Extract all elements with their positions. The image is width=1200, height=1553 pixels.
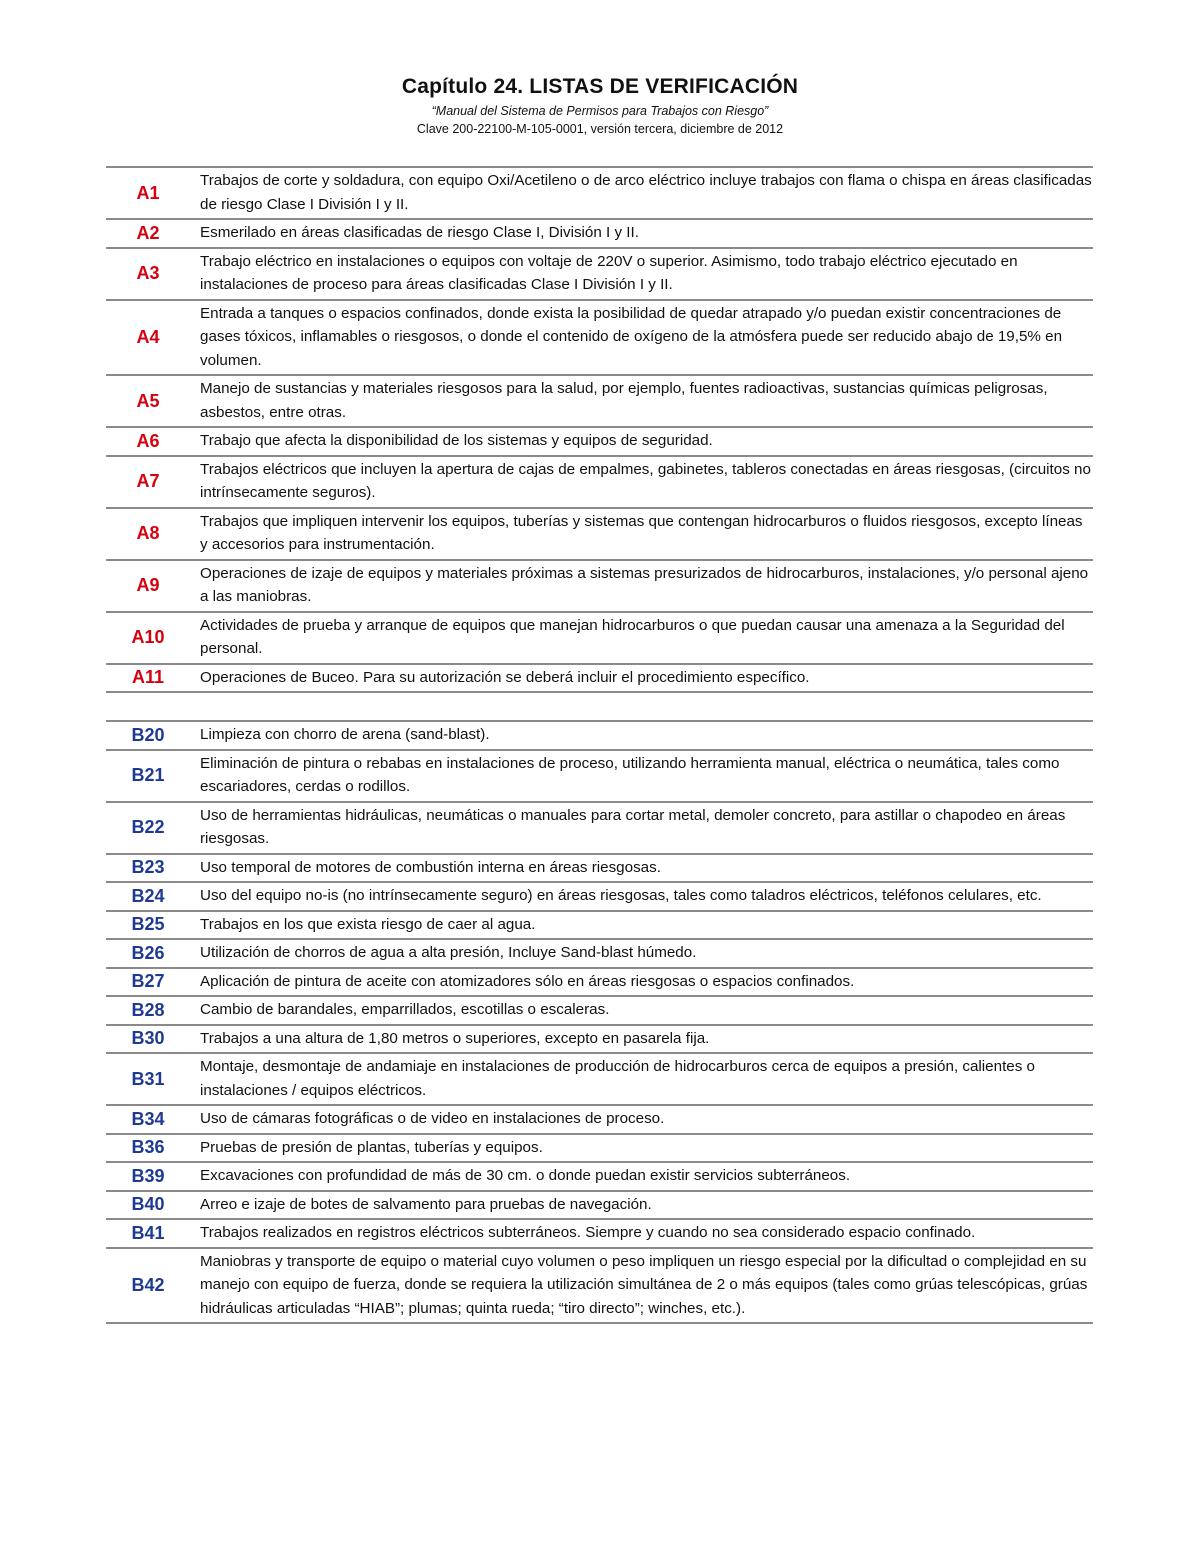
checklist-description: Excavaciones con profundidad de más de 30 cm. o donde puedan existir servicios subterráneos.	[200, 1167, 851, 1184]
checklist-description: Trabajo eléctrico en instalaciones o equipos con voltaje de 220V o superior. Asimismo, todo trabajo eléctrico ejecutado en instalaciones de proceso para áreas clasificadas Clase I División I y II.	[200, 252, 1018, 293]
checklist-code: B28	[131, 999, 165, 1020]
checklist-description: Uso del equipo no-is (no intrínsecamente seguro) en áreas riesgosas, tales como taladros eléctricos, teléfonos celulares, etc.	[200, 887, 1042, 904]
checklist-code: A9	[136, 575, 160, 595]
checklist-description: Aplicación de pintura de aceite con atomizadores sólo en áreas riesgosas o espacios confinados.	[200, 972, 855, 990]
checklist-row	[106, 997, 1093, 1026]
page-title: Capítulo 24. LISTAS DE VERIFICACIÓN	[401, 75, 799, 98]
checklist-row	[106, 1026, 1093, 1055]
checklist-code: B22	[131, 817, 165, 837]
checklist-row	[106, 803, 1093, 855]
checklist-code: B41	[131, 1222, 165, 1243]
checklist-row	[106, 1054, 1093, 1106]
checklist-row	[106, 166, 1093, 220]
checklist-description: Trabajos realizados en registros eléctricos subterráneos. Siempre y cuando no sea considerado espacio confinado.	[200, 1224, 976, 1241]
checklist-row	[106, 1192, 1093, 1221]
checklist-description: Trabajos en los que exista riesgo de caer al agua.	[200, 915, 536, 933]
checklist-description: Eliminación de pintura o rebabas en instalaciones de proceso, utilizando herramienta manual, eléctrica o neumática, tales como escariadores, cerdas o rodillos.	[200, 754, 1060, 795]
checklist-code: B24	[131, 885, 165, 906]
checklist-row	[106, 428, 1093, 457]
document-key: Clave 200-22100-M-105-0001, versión tercera, diciembre de 2012	[416, 122, 784, 136]
checklist-row	[106, 509, 1093, 561]
checklist-row	[106, 613, 1093, 665]
checklist-row	[106, 1220, 1093, 1249]
document-header	[0, 72, 1200, 138]
checklist-row	[106, 301, 1093, 377]
checklist-description: Trabajos de corte y soldadura, con equipo Oxi/Acetileno o de arco eléctrico incluye trabajos con flama o chispa en áreas clasificadas de riesgo Clase I División I y II.	[200, 172, 1092, 213]
checklist-description: Operaciones de izaje de equipos y materiales próximas a sistemas presurizados de hidrocarburos, instalaciones, y/o personal ajeno a las maniobras.	[200, 564, 1089, 605]
checklist-description: Cambio de barandales, emparrillados, escotillas o escaleras.	[200, 1001, 610, 1018]
checklist-row	[106, 883, 1093, 912]
checklist-code: B23	[131, 857, 165, 878]
checklist-row	[106, 665, 1093, 694]
checklist-row	[106, 1249, 1093, 1325]
checklist-row	[106, 376, 1093, 428]
checklist-code: B25	[131, 914, 165, 935]
checklist-code: A7	[136, 471, 160, 491]
checklist-description: Trabajo que afecta la disponibilidad de los sistemas y equipos de seguridad.	[200, 432, 713, 449]
checklist-code: B40	[131, 1194, 165, 1215]
checklist-row	[106, 457, 1093, 509]
checklist-row	[106, 1163, 1093, 1192]
checklist-code: B39	[131, 1165, 165, 1186]
checklist-row	[106, 561, 1093, 613]
checklist-description: Uso de cámaras fotográficas o de video en instalaciones de proceso.	[200, 1110, 665, 1127]
checklist-description: Esmerilado en áreas clasificadas de riesgo Clase I, División I y II.	[200, 224, 639, 241]
checklist-code: A11	[131, 667, 165, 688]
checklist-description: Uso temporal de motores de combustión interna en áreas riesgosas.	[200, 858, 661, 876]
checklist-code: B34	[131, 1108, 165, 1129]
checklist-description: Montaje, desmontaje de andamiaje en instalaciones de producción de hidrocarburos cerca de equipos a presión, calientes o instalaciones / equipos eléctricos.	[200, 1058, 1035, 1099]
checklist-row	[106, 220, 1093, 249]
checklist-description: Operaciones de Buceo. Para su autorización se deberá incluir el procedimiento específico.	[200, 668, 810, 686]
checklist-code: A10	[131, 627, 165, 647]
checklist-description: Manejo de sustancias y materiales riesgosos para la salud, por ejemplo, fuentes radioactivas, sustancias químicas peligrosas, asbestos, entre otras.	[200, 380, 1048, 421]
checklist-code: B26	[131, 942, 165, 963]
checklist-row	[106, 720, 1093, 751]
checklist-code: A8	[136, 523, 160, 543]
manual-subtitle: “Manual del Sistema de Permisos para Trabajos con Riesgo”	[431, 104, 769, 118]
checklist-row	[106, 855, 1093, 884]
checklist-code: A4	[136, 326, 160, 347]
checklist-code: A3	[136, 263, 160, 283]
checklist-table-b	[106, 720, 1093, 1324]
checklist-code: B27	[131, 971, 165, 992]
checklist-row	[106, 940, 1093, 969]
checklist-row	[106, 1106, 1093, 1135]
checklist-row	[106, 969, 1093, 998]
checklist-code: A5	[136, 390, 160, 411]
checklist-description: Utilización de chorros de agua a alta presión, Incluye Sand-blast húmedo.	[200, 944, 697, 961]
checklist-description: Pruebas de presión de plantas, tuberías y equipos.	[200, 1138, 543, 1156]
checklist-row	[106, 751, 1093, 803]
checklist-code: A6	[136, 430, 160, 451]
checklist-description: Trabajos que impliquen intervenir los equipos, tuberías y sistemas que contengan hidrocarburos o fluidos riesgosos, excepto líneas y accesorios para instrumentación.	[200, 512, 1083, 553]
checklist-description: Arreo e izaje de botes de salvamento para pruebas de navegación.	[200, 1195, 652, 1213]
checklist-description: Actividades de prueba y arranque de equipos que manejan hidrocarburos o que puedan causar una amenaza a la Seguridad del personal.	[200, 616, 1065, 657]
checklist-description: Limpieza con chorro de arena (sand-blast).	[200, 726, 490, 743]
checklist-code: B31	[131, 1068, 165, 1089]
checklist-description: Trabajos eléctricos que incluyen la apertura de cajas de empalmes, gabinetes, tableros conectadas en áreas riesgosas, (circuitos no intrínsecamente seguros).	[200, 460, 1091, 501]
checklist-description: Uso de herramientas hidráulicas, neumáticas o manuales para cortar metal, demoler concreto, para astillar o chapodeo en áreas riesgosas.	[200, 806, 1066, 847]
checklist-row	[106, 1135, 1093, 1164]
checklist-code: A1	[136, 182, 160, 203]
checklist-code: B42	[131, 1274, 165, 1295]
checklist-row	[106, 912, 1093, 941]
checklist-code: B36	[131, 1137, 165, 1158]
checklist-code: B20	[131, 724, 165, 745]
checklist-description: Maniobras y transporte de equipo o material cuyo volumen o peso impliquen un riesgo especial por la dificultad o complejidad en su manejo con equipo de fuerza, donde se requiera la utilización simultánea de 2 o más equipos (tales como grúas telescópicas, grúas hidráulicas articuladas “HIAB”; plumas; quinta rueda; “tiro directo”; winches, etc.).	[200, 1252, 1088, 1317]
checklist-description: Trabajos a una altura de 1,80 metros o superiores, excepto en pasarela fija.	[200, 1029, 710, 1047]
checklist-code: B30	[131, 1028, 165, 1049]
checklist-code: A2	[136, 222, 160, 243]
checklist-table-a	[106, 166, 1093, 693]
checklist-row	[106, 249, 1093, 301]
checklist-code: B21	[131, 765, 165, 785]
checklist-description: Entrada a tanques o espacios confinados, donde exista la posibilidad de quedar atrapado y/o puedan existir concentraciones de gases tóxicos, inflamables o riesgosos, o donde el contenido de oxígeno de la atmósfera puede ser reducido abajo de 19,5% en volumen.	[200, 304, 1063, 369]
